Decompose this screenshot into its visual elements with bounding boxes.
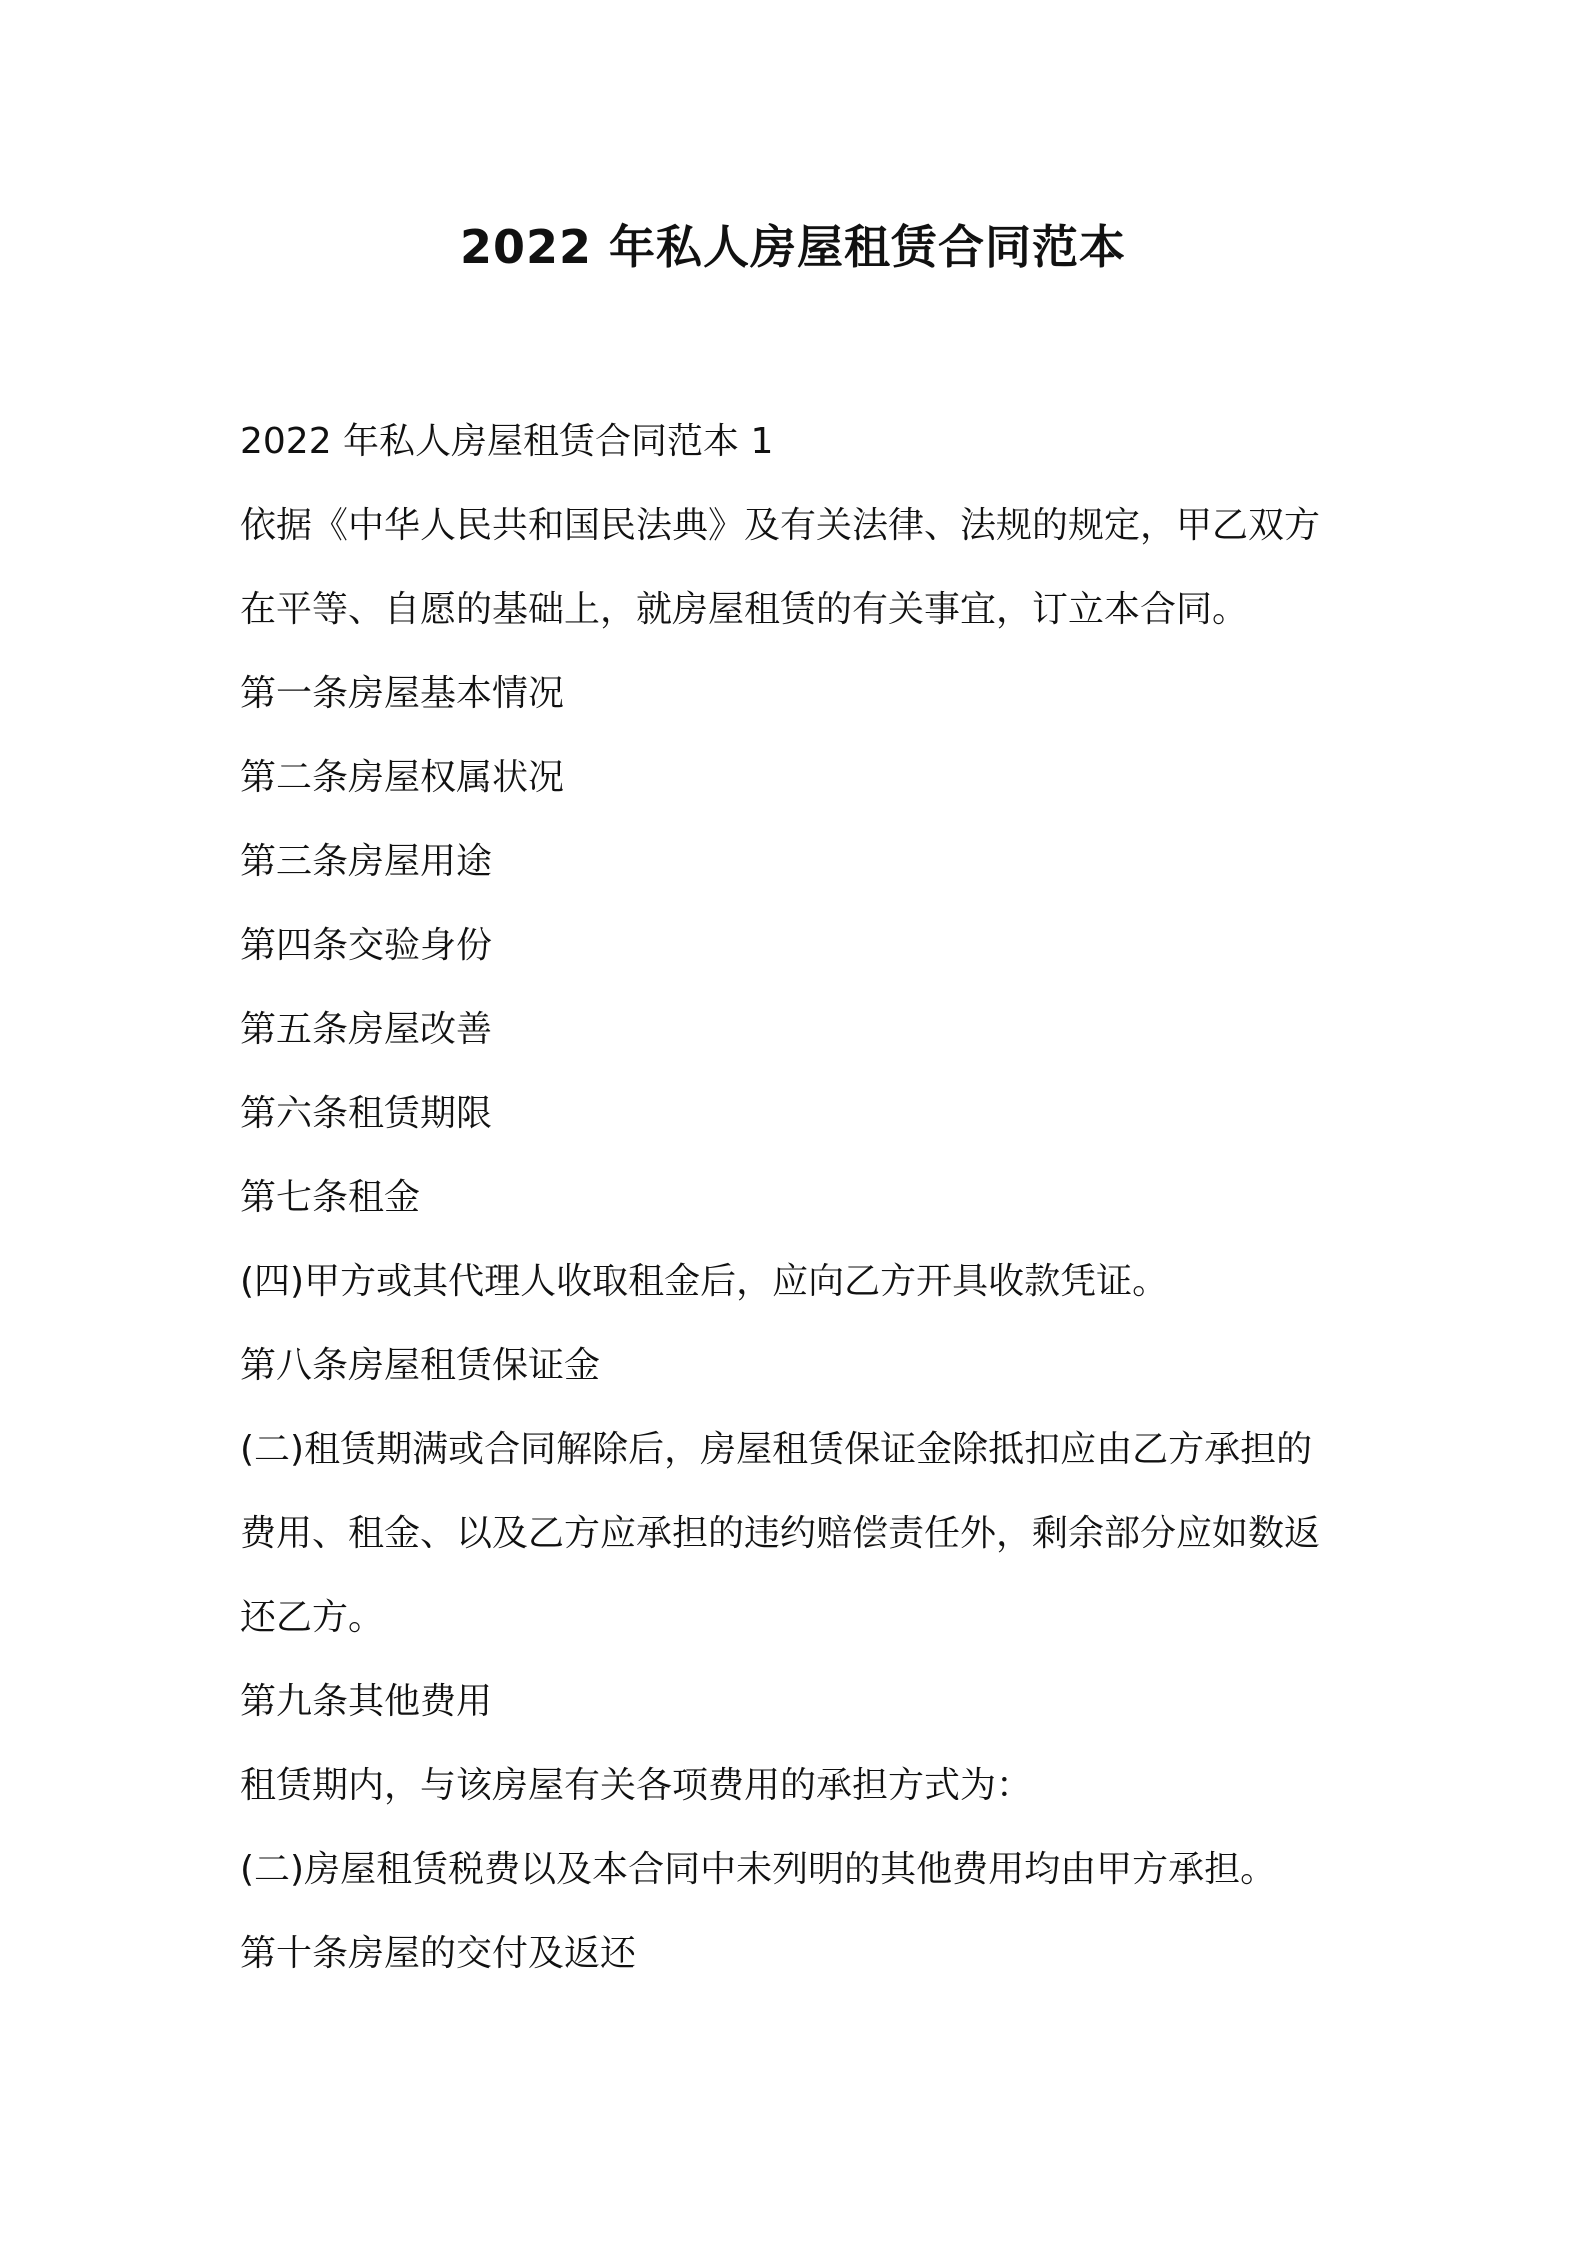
clause-line: 还乙方。 — [240, 1597, 385, 1638]
article-heading: 第二条房屋权属状况 — [240, 757, 565, 798]
article-heading: 第十条房屋的交付及返还 — [240, 1933, 637, 1974]
clause-line: (四)甲方或其代理人收取租金后，应向乙方开具收款凭证。 — [240, 1261, 1169, 1302]
clause-line: 费用、租金、以及乙方应承担的违约赔偿责任外，剩余部分应如数返 — [240, 1513, 1321, 1554]
document-title: 2022 年私人房屋租赁合同范本 — [459, 220, 1127, 274]
article-heading: 第三条房屋用途 — [240, 841, 493, 882]
document-body — [240, 400, 1360, 1996]
paragraph-line: 在平等、自愿的基础上，就房屋租赁的有关事宜，订立本合同。 — [240, 589, 1249, 630]
article-heading: 第九条其他费用 — [240, 1681, 493, 1722]
article-heading: 第五条房屋改善 — [240, 1009, 493, 1050]
article-heading: 第六条租赁期限 — [240, 1093, 493, 1134]
clause-line: (二)租赁期满或合同解除后，房屋租赁保证金除抵扣应由乙方承担的 — [240, 1429, 1313, 1470]
paragraph-line: 租赁期内，与该房屋有关各项费用的承担方式为： — [240, 1765, 1033, 1806]
paragraph-line: 依据《中华人民共和国民法典》及有关法律、法规的规定，甲乙双方 — [240, 505, 1321, 546]
clause-line: (二)房屋租赁税费以及本合同中未列明的其他费用均由甲方承担。 — [240, 1849, 1277, 1890]
article-heading: 第七条租金 — [240, 1177, 421, 1218]
article-heading: 第四条交验身份 — [240, 925, 493, 966]
article-heading: 第八条房屋租赁保证金 — [240, 1345, 601, 1386]
article-heading: 第一条房屋基本情况 — [240, 673, 565, 714]
section-heading: 2022 年私人房屋租赁合同范本 1 — [240, 421, 774, 462]
